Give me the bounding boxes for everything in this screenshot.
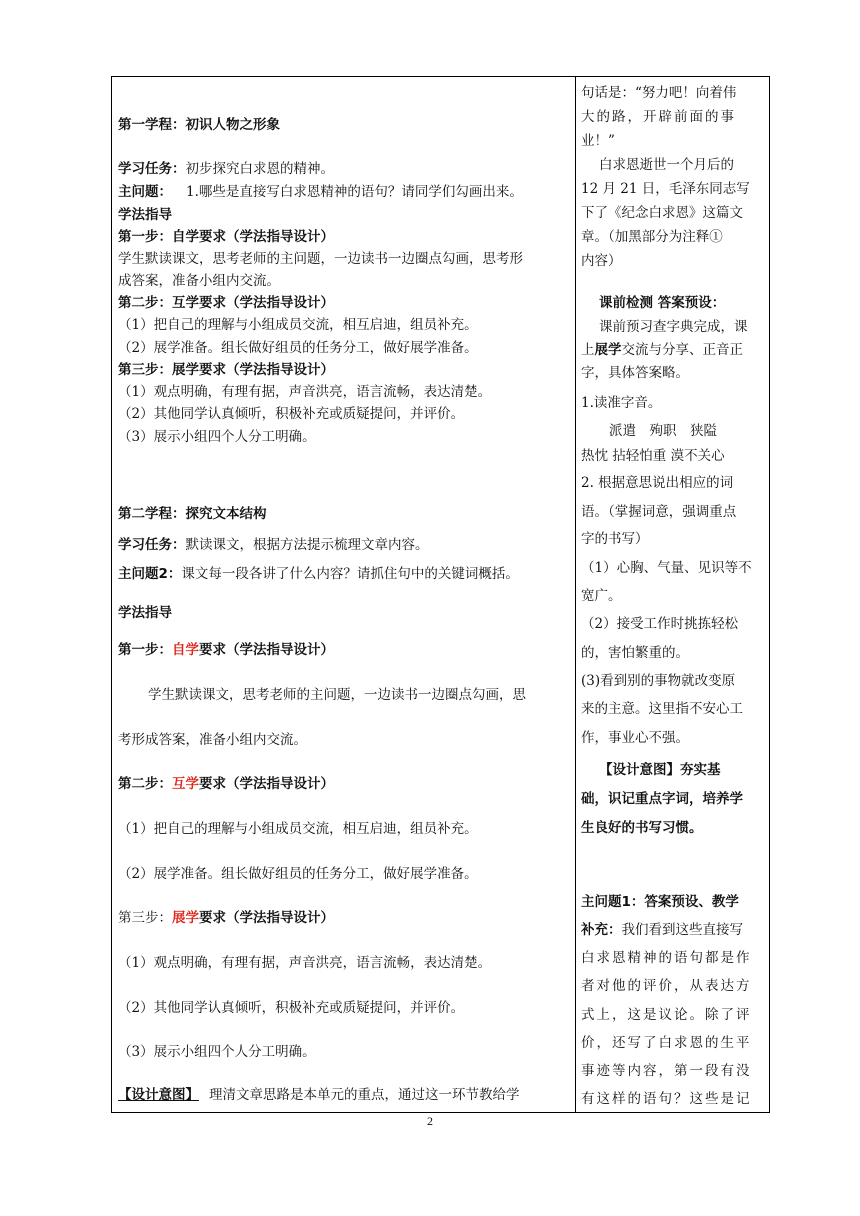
right-text: 课前预习查字典完成，课: [599, 319, 748, 335]
s2-step3-heading: 第三步：展学要求（学法指导设计）: [118, 910, 334, 926]
right-text: 大的路，开辟前面的事: [581, 109, 736, 125]
s2-step3-text: （2）其他同学认真倾听，积极补充或质疑提问，并评价。: [118, 1000, 465, 1016]
s1-step1-text: 成答案，准备小组内交流。: [118, 273, 280, 289]
right-text: 章。（加黑部分为注释①: [581, 229, 723, 245]
section1-title: 第一学程：初识人物之形象: [118, 117, 280, 133]
right-text: 语。（掌握词意，强调重点: [581, 504, 737, 520]
right-text: 者对他的评价，从表达方: [581, 978, 752, 994]
right-text: 12 月 21 日，毛泽东同志写: [581, 181, 750, 197]
s1-guide-title: 学法指导: [118, 207, 172, 223]
s2-step3-text: （3）展示小组四个人分工明确。: [118, 1044, 316, 1060]
s1-step2-heading: 第二步：互学要求（学法指导设计）: [118, 295, 334, 311]
right-text: 上展学交流与分享、正音正: [581, 342, 743, 358]
s2-step1-heading: 第一步：自学要求（学法指导设计）: [118, 642, 334, 658]
right-text: 白求恩精神的语句都是作: [581, 950, 752, 966]
right-design-intent: 础，识记重点字词，培养学: [581, 791, 743, 807]
s1-step1-heading: 第一步：自学要求（学法指导设计）: [118, 229, 334, 245]
page-number: 2: [427, 1114, 433, 1128]
right-text: 作，事业心不强。: [581, 730, 689, 746]
right-text: 有这样的语句？这些是记: [581, 1091, 752, 1107]
right-text: 宽广。: [581, 588, 622, 604]
design-intent: 【设计意图】 理清文章思路是本单元的重点，通过这一环节教给学: [118, 1087, 520, 1103]
precheck-title: 课前检测 答案预设：: [599, 295, 726, 311]
s2-step1-text: 考形成答案，准备小组内交流。: [118, 732, 307, 748]
right-text: 来的主意。这里指不安心工: [581, 701, 743, 717]
lesson-table: [111, 76, 770, 1113]
s1-main-question: 主问题： 1.哪些是直接写白求恩精神的语句？请同学们勾画出来。: [118, 184, 523, 200]
right-text: 的，害怕繁重的。: [581, 645, 689, 661]
right-design-intent: 【设计意图】夯实基: [599, 762, 721, 778]
right-design-intent: 生良好的书写习惯。: [581, 820, 703, 836]
right-text: 补充：我们看到这些直接写: [581, 922, 743, 938]
s2-step2-text: （2）展学准备。组长做好组员的任务分工，做好展学准备。: [118, 866, 478, 882]
right-text: 句话是：“努力吧！向着伟: [581, 85, 737, 101]
s1-step2-text: （1）把自己的理解与小组成员交流，相互启迪，组员补充。: [118, 317, 478, 333]
right-text: 式上，这是议论。除了评: [581, 1007, 752, 1023]
s2-main-question: 主问题2：课文每一段各讲了什么内容？请抓住句中的关键词概括。: [118, 566, 519, 582]
right-text: 白求恩逝世一个月后的: [599, 157, 734, 173]
right-text: 派遣 殉职 狭隘: [609, 423, 717, 439]
main-question-1-heading: 主问题1：答案预设、教学: [581, 894, 739, 910]
column-divider: [575, 77, 576, 1112]
right-text: （2）接受工作时挑拣轻松: [581, 616, 739, 632]
s1-step3-heading: 第三步：展学要求（学法指导设计）: [118, 362, 334, 378]
right-text: （1）心胸、气量、见识等不: [581, 560, 752, 576]
s2-task: 学习任务：默读课文，根据方法提示梳理文章内容。: [118, 537, 429, 553]
right-text: 字的书写）: [581, 531, 649, 547]
right-text: 字，具体答案略。: [581, 365, 689, 381]
right-text: 价，还写了白求恩的生平: [581, 1035, 752, 1051]
right-text: 下了《纪念白求恩》这篇文: [581, 205, 743, 221]
s2-step2-text: （1）把自己的理解与小组成员交流，相互启迪，组员补充。: [118, 821, 478, 837]
right-text: 热忱 拈轻怕重 漠不关心: [581, 448, 725, 464]
right-text: 事迹等内容，第一段有没: [581, 1063, 752, 1079]
s1-step1-text: 学生默读课文，思考老师的主问题，一边读书一边圈点勾画，思考形: [118, 251, 523, 267]
right-column: [581, 77, 767, 1112]
s1-step3-text: （1）观点明确，有理有据，声音洪亮，语言流畅，表达清楚。: [118, 384, 492, 400]
s1-step3-text: （2）其他同学认真倾听，积极补充或质疑提问，并评价。: [118, 406, 465, 422]
s2-step3-text: （1）观点明确，有理有据，声音洪亮，语言流畅，表达清楚。: [118, 955, 492, 971]
s2-guide-title: 学法指导: [118, 605, 172, 621]
right-text: 2. 根据意思说出相应的词: [581, 475, 734, 491]
section2-title: 第二学程：探究文本结构: [118, 506, 267, 522]
right-text: 内容）: [581, 253, 622, 269]
s1-task: 学习任务：初步探究白求恩的精神。: [118, 161, 334, 177]
right-text: (3)看到别的事物就改变原: [581, 673, 736, 689]
s2-step2-heading: 第二步：互学要求（学法指导设计）: [118, 776, 334, 792]
left-column: [118, 77, 570, 1112]
right-text: 业！”: [581, 133, 615, 149]
s1-step2-text: （2）展学准备。组长做好组员的任务分工，做好展学准备。: [118, 340, 478, 356]
s2-step1-text: 学生默读课文，思考老师的主问题，一边读书一边圈点勾画，思: [148, 687, 526, 703]
s1-step3-text: （3）展示小组四个人分工明确。: [118, 429, 316, 445]
right-text: 1.读准字音。: [581, 395, 662, 411]
